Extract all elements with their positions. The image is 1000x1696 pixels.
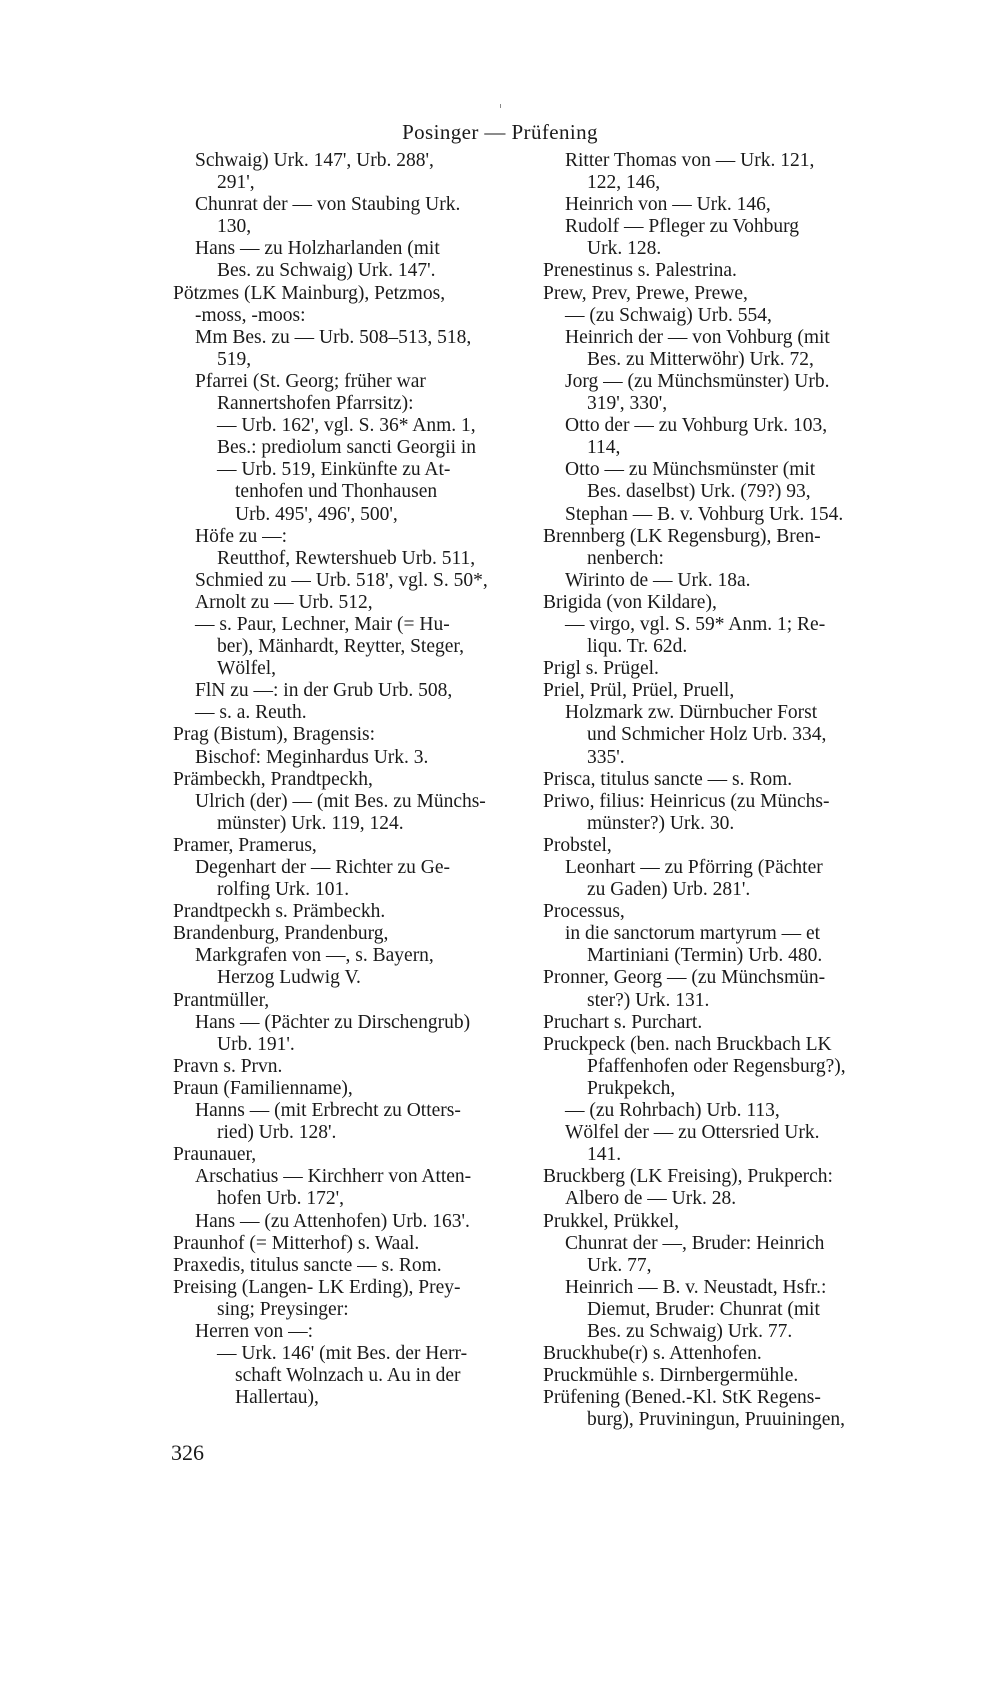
- index-line: Schwaig) Urk. 147', Urb. 288',: [195, 150, 434, 171]
- index-line: 335'.: [587, 746, 625, 768]
- index-line: Schmied zu — Urb. 518', vgl. S. 50*,: [195, 569, 488, 591]
- index-line: Ulrich (der) — (mit Bes. zu Münchs-: [195, 790, 486, 812]
- index-line: 519,: [217, 348, 252, 370]
- index-line: Jorg — (zu Münchsmünster) Urb.: [565, 370, 830, 392]
- index-line: sing; Preysinger:: [217, 1298, 349, 1320]
- index-line: Bruckberg (LK Freising), Prukperch:: [543, 1166, 833, 1188]
- index-line: münster) Urk. 119, 124.: [217, 812, 404, 834]
- index-line: — Urk. 146' (mit Bes. der Herr-: [217, 1343, 468, 1365]
- index-line: Degenhart der — Richter zu Ge-: [195, 857, 451, 878]
- index-line: Prag (Bistum), Bragensis:: [173, 724, 376, 746]
- index-line: ried) Urb. 128'.: [217, 1122, 337, 1144]
- index-line: -moss, -moos:: [195, 304, 306, 326]
- index-line: Pötzmes (LK Mainburg), Petzmos,: [173, 282, 446, 304]
- index-line: — s. a. Reuth.: [195, 702, 307, 724]
- index-line: FlN zu —: in der Grub Urb. 508,: [195, 680, 453, 702]
- index-line: — s. Paur, Lechner, Mair (= Hu-: [195, 613, 450, 635]
- index-line: schaft Wolnzach u. Au in der: [235, 1365, 461, 1387]
- index-line: Urk. 77,: [587, 1254, 652, 1276]
- index-line: Prantmüller,: [173, 989, 270, 1011]
- index-line: — Urb. 162', vgl. S. 36* Anm. 1,: [217, 415, 476, 437]
- index-line: Pruchart s. Purchart.: [543, 1011, 703, 1033]
- index-line: nenberch:: [587, 547, 664, 569]
- index-line: Prämbeckh, Prandtpeckh,: [173, 768, 373, 790]
- index-line: zu Gaden) Urb. 281'.: [587, 879, 751, 901]
- index-line: Leonhart — zu Pförring (Pächter: [565, 857, 823, 878]
- index-line: Prukpekch,: [587, 1077, 676, 1099]
- index-line: Herzog Ludwig V.: [217, 967, 361, 989]
- index-line: Diemut, Bruder: Chunrat (mit: [587, 1298, 820, 1320]
- index-line: Praxedis, titulus sancte — s. Rom.: [173, 1254, 442, 1276]
- index-line: Albero de — Urk. 28.: [565, 1188, 737, 1210]
- index-line: Bruckhube(r) s. Attenhofen.: [543, 1343, 762, 1365]
- index-line: Heinrich der — von Vohburg (mit: [565, 326, 830, 348]
- index-line: Bes. zu Mitterwöhr) Urk. 72,: [587, 348, 814, 370]
- index-line: Preising (Langen- LK Erding), Prey-: [173, 1276, 461, 1298]
- index-line: tenhofen und Thonhausen: [235, 481, 438, 503]
- index-line: ber), Mänhardt, Reytter, Steger,: [217, 636, 464, 658]
- index-line: Pravn s. Prvn.: [173, 1055, 283, 1077]
- index-line: Praun (Familienname),: [173, 1077, 353, 1099]
- index-line: — (zu Rohrbach) Urb. 113,: [565, 1100, 780, 1122]
- index-line: Praunauer,: [173, 1144, 257, 1166]
- page-number: 326: [171, 1440, 204, 1465]
- index-line: Urb. 191'.: [217, 1033, 295, 1055]
- index-line: münster?) Urk. 30.: [587, 812, 735, 834]
- index-line: Wölfel der — zu Ottersried Urk.: [565, 1122, 820, 1144]
- index-line: Prandtpeckh s. Prämbeckh.: [173, 901, 386, 923]
- index-line: Pramer, Pramerus,: [173, 834, 317, 856]
- index-line: Holzmark zw. Dürnbucher Forst: [565, 702, 818, 724]
- index-line: Brigida (von Kildare),: [543, 591, 717, 613]
- index-line: Bes. daselbst) Urk. (79?) 93,: [587, 481, 811, 503]
- index-line: Arnolt zu — Urb. 512,: [195, 591, 373, 613]
- index-line: Herren von —:: [195, 1320, 314, 1342]
- index-line: Prukkel, Prükkel,: [543, 1210, 679, 1232]
- index-line: Prigl s. Prügel.: [543, 658, 659, 680]
- index-line: Priwo, filius: Heinricus (zu Münchs-: [543, 790, 830, 812]
- index-line: in die sanctorum martyrum — et: [565, 923, 821, 945]
- right-index-column: [543, 150, 903, 1431]
- index-line: Bischof: Meginhardus Urk. 3.: [195, 746, 429, 768]
- index-line: Bes. zu Schwaig) Urk. 147'.: [217, 260, 436, 282]
- index-line: Urb. 495', 496', 500',: [235, 503, 398, 525]
- index-line: Pfarrei (St. Georg; früher war: [195, 370, 426, 392]
- index-line: ster?) Urk. 131.: [587, 989, 710, 1011]
- index-line: Höfe zu —:: [195, 525, 288, 547]
- index-line: Hanns — (mit Erbrecht zu Otters-: [195, 1100, 461, 1122]
- index-line: Rannertshofen Pfarrsitz):: [217, 393, 414, 415]
- index-line: liqu. Tr. 62d.: [587, 636, 688, 658]
- index-line: 291',: [217, 172, 255, 194]
- index-line: Markgrafen von —, s. Bayern,: [195, 945, 434, 967]
- index-line: Pruckpeck (ben. nach Bruckbach LK: [543, 1033, 832, 1055]
- index-line: 141.: [587, 1144, 622, 1166]
- index-line: Stephan — B. v. Vohburg Urk. 154.: [565, 503, 844, 525]
- index-line: Brandenburg, Prandenburg,: [173, 923, 389, 945]
- index-line: rolfing Urk. 101.: [217, 879, 350, 901]
- index-line: Prisca, titulus sancte — s. Rom.: [543, 768, 793, 790]
- index-line: Wirinto de — Urk. 18a.: [565, 569, 751, 591]
- index-line: Hans — (Pächter zu Dirschengrub): [195, 1011, 471, 1033]
- index-line: Praunhof (= Mitterhof) s. Waal.: [173, 1232, 420, 1254]
- index-line: Chunrat der — von Staubing Urk.: [195, 194, 461, 216]
- running-header: Posinger — Prüfening: [402, 120, 598, 144]
- index-line: Prüfening (Bened.-Kl. StK Regens-: [543, 1387, 821, 1409]
- index-line: Probstel,: [543, 834, 612, 856]
- index-line: Reutthof, Rewtershueb Urb. 511,: [217, 547, 476, 569]
- index-line: Ritter Thomas von — Urk. 121,: [565, 150, 815, 171]
- index-line: Martiniani (Termin) Urb. 480.: [587, 945, 823, 967]
- index-line: Hallertau),: [235, 1387, 319, 1409]
- index-line: Heinrich von — Urk. 146,: [565, 194, 771, 216]
- index-line: Rudolf — Pfleger zu Vohburg: [565, 216, 799, 238]
- index-line: Brennberg (LK Regensburg), Bren-: [543, 525, 821, 547]
- index-line: Mm Bes. zu — Urb. 508–513, 518,: [195, 326, 472, 348]
- printer-mark: [500, 104, 501, 108]
- index-line: Chunrat der —, Bruder: Heinrich: [565, 1232, 825, 1254]
- index-line: Priel, Prül, Prüel, Pruell,: [543, 680, 735, 702]
- index-line: Processus,: [543, 901, 625, 923]
- index-line: Prew, Prev, Prewe, Prewe,: [543, 282, 748, 304]
- index-line: Bes.: prediolum sancti Georgii in: [217, 437, 477, 459]
- index-line: Arschatius — Kirchherr von Atten-: [195, 1166, 472, 1188]
- index-line: Otto der — zu Vohburg Urk. 103,: [565, 415, 828, 437]
- index-line: Bes. zu Schwaig) Urk. 77.: [587, 1320, 793, 1342]
- index-line: 319', 330',: [587, 393, 668, 415]
- index-line: 114,: [587, 437, 621, 459]
- index-line: Urk. 128.: [587, 238, 662, 260]
- index-line: Pruckmühle s. Dirnbergermühle.: [543, 1365, 799, 1387]
- left-index-column: [173, 150, 533, 1409]
- index-line: Heinrich — B. v. Neustadt, Hsfr.:: [565, 1276, 827, 1298]
- index-line: Pfaffenhofen oder Regensburg?),: [587, 1055, 846, 1077]
- index-line: 130,: [217, 216, 252, 238]
- index-line: burg), Pruviningun, Pruuiningen,: [587, 1409, 846, 1431]
- index-line: und Schmicher Holz Urb. 334,: [587, 724, 827, 746]
- index-line: Hans — zu Holzharlanden (mit: [195, 238, 440, 260]
- index-line: Otto — zu Münchsmünster (mit: [565, 459, 816, 481]
- index-line: Pronner, Georg — (zu Münchsmün-: [543, 967, 826, 989]
- index-line: hofen Urb. 172',: [217, 1188, 344, 1210]
- index-line: — Urb. 519, Einkünfte zu At-: [217, 459, 451, 481]
- index-line: 122, 146,: [587, 172, 661, 194]
- index-line: — (zu Schwaig) Urb. 554,: [565, 304, 772, 326]
- index-line: Hans — (zu Attenhofen) Urb. 163'.: [195, 1210, 470, 1232]
- index-line: — virgo, vgl. S. 59* Anm. 1; Re-: [565, 613, 826, 635]
- index-line: Wölfel,: [217, 658, 277, 680]
- index-line: Prenestinus s. Palestrina.: [543, 260, 737, 282]
